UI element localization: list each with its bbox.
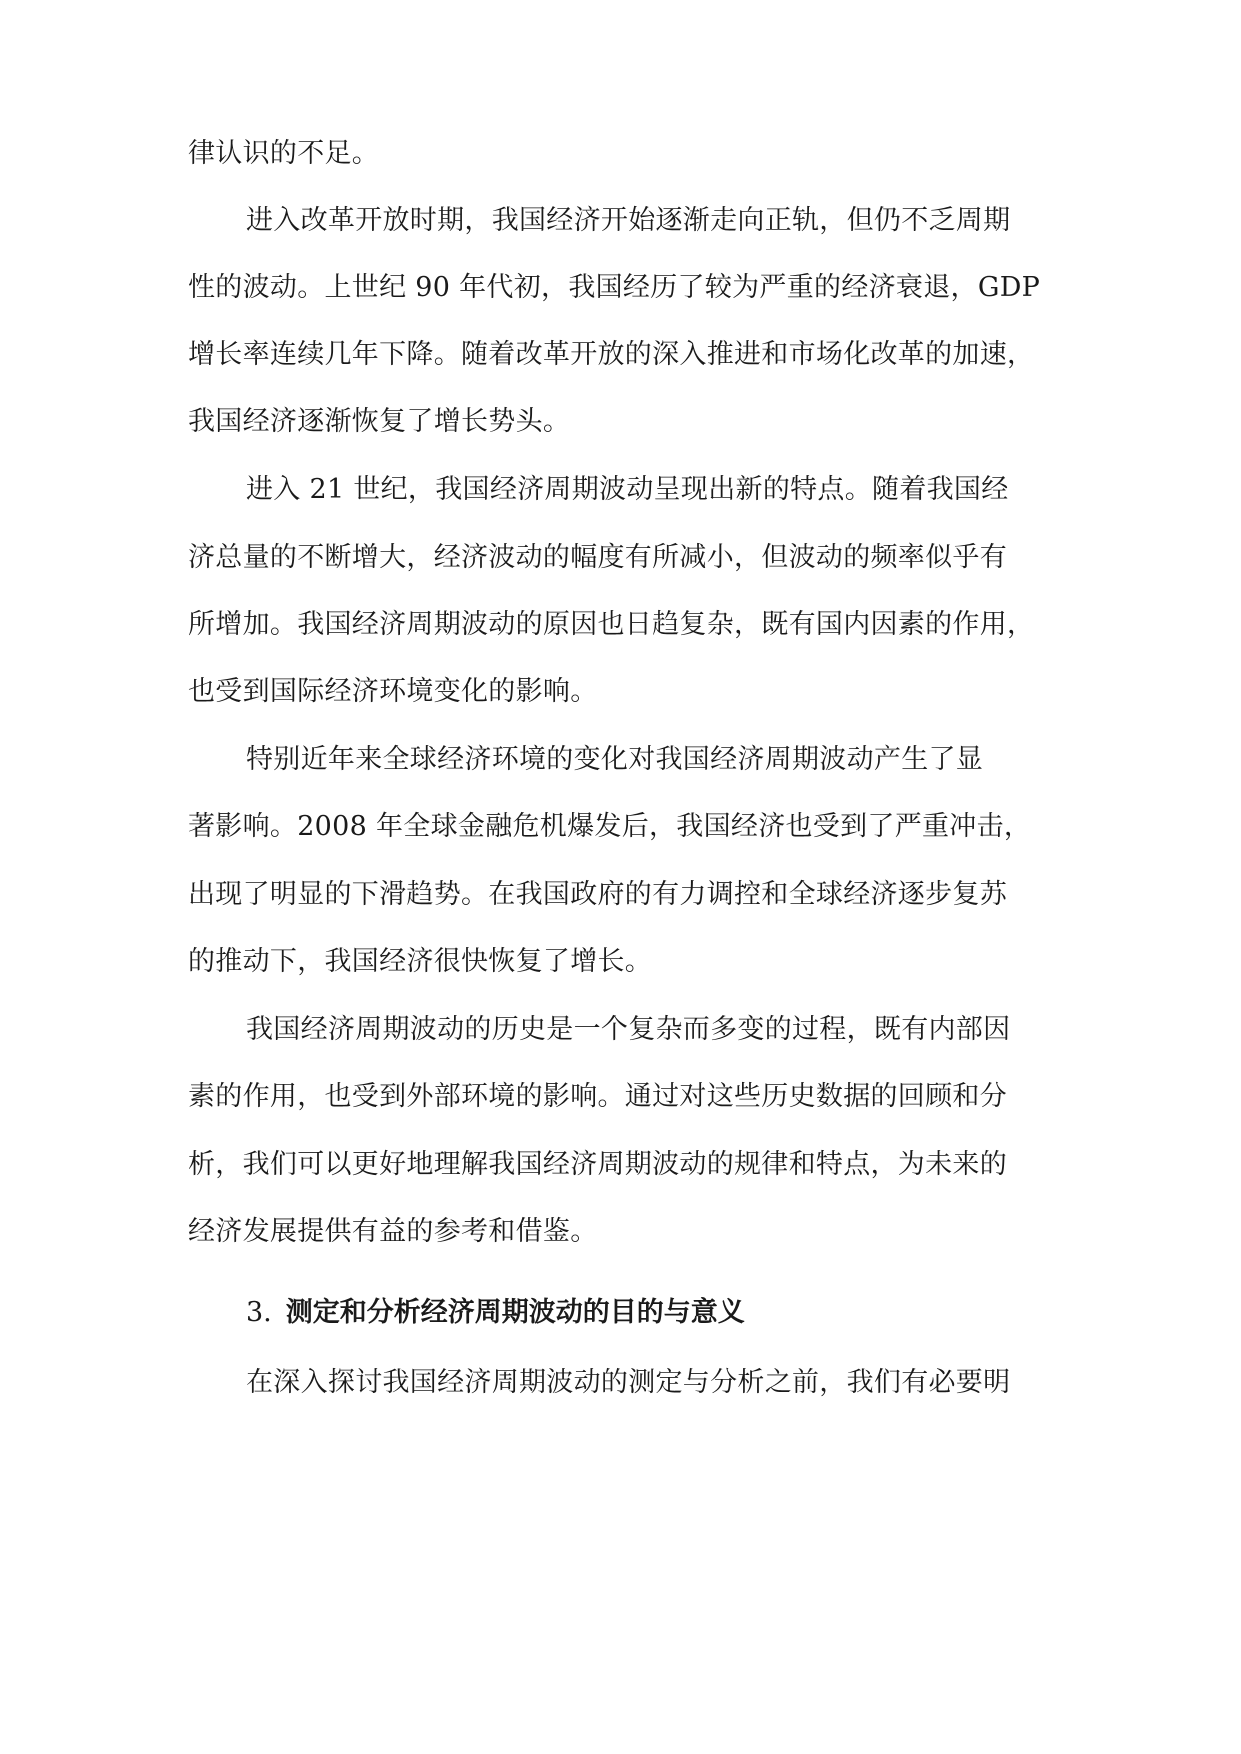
- paragraph-line: 进入 21 世纪，我国经济周期波动呈现出新的特点。随着我国经: [246, 474, 1009, 505]
- paragraph-line: 我国经济逐渐恢复了增长势头。: [188, 406, 571, 437]
- section-title: 测定和分析经济周期波动的目的与意义: [285, 1297, 745, 1328]
- paragraph-line: 律认识的不足。: [188, 138, 380, 169]
- paragraph-line: 在深入探讨我国经济周期波动的测定与分析之前，我们有必要明: [246, 1367, 1011, 1398]
- paragraph-line: 济总量的不断增大，经济波动的幅度有所减小，但波动的频率似乎有: [188, 542, 1007, 573]
- paragraph-line: 素的作用，也受到外部环境的影响。通过对这些历史数据的回顾和分: [188, 1081, 1007, 1112]
- paragraph-line: 进入改革开放时期，我国经济开始逐渐走向正轨，但仍不乏周期: [246, 205, 1011, 236]
- paragraph-line: 出现了明显的下滑趋势。在我国政府的有力调控和全球经济逐步复苏: [188, 879, 1007, 910]
- section-number: 3.: [246, 1297, 272, 1328]
- paragraph-line: 也受到国际经济环境变化的影响。: [188, 676, 598, 707]
- paragraph-line: 特别近年来全球经济环境的变化对我国经济周期波动产生了显: [246, 744, 984, 775]
- paragraph-line: 我国经济周期波动的历史是一个复杂而多变的过程，既有内部因: [246, 1014, 1011, 1045]
- paragraph-line: 经济发展提供有益的参考和借鉴。: [188, 1216, 598, 1247]
- paragraph-line: 增长率连续几年下降。随着改革开放的深入推进和市场化改革的加速，: [188, 339, 1035, 370]
- paragraph-line: 的推动下，我国经济很快恢复了增长。: [188, 946, 653, 977]
- paragraph-line: 著影响。2008 年全球金融危机爆发后，我国经济也受到了严重冲击，: [188, 811, 1032, 842]
- paragraph-line: 析，我们可以更好地理解我国经济周期波动的规律和特点，为未来的: [188, 1149, 1007, 1180]
- paragraph-line: 所增加。我国经济周期波动的原因也日趋复杂，既有国内因素的作用，: [188, 609, 1035, 640]
- section-heading: [246, 1293, 745, 1333]
- paragraph-line: 性的波动。上世纪 90 年代初，我国经历了较为严重的经济衰退，GDP: [188, 272, 1041, 303]
